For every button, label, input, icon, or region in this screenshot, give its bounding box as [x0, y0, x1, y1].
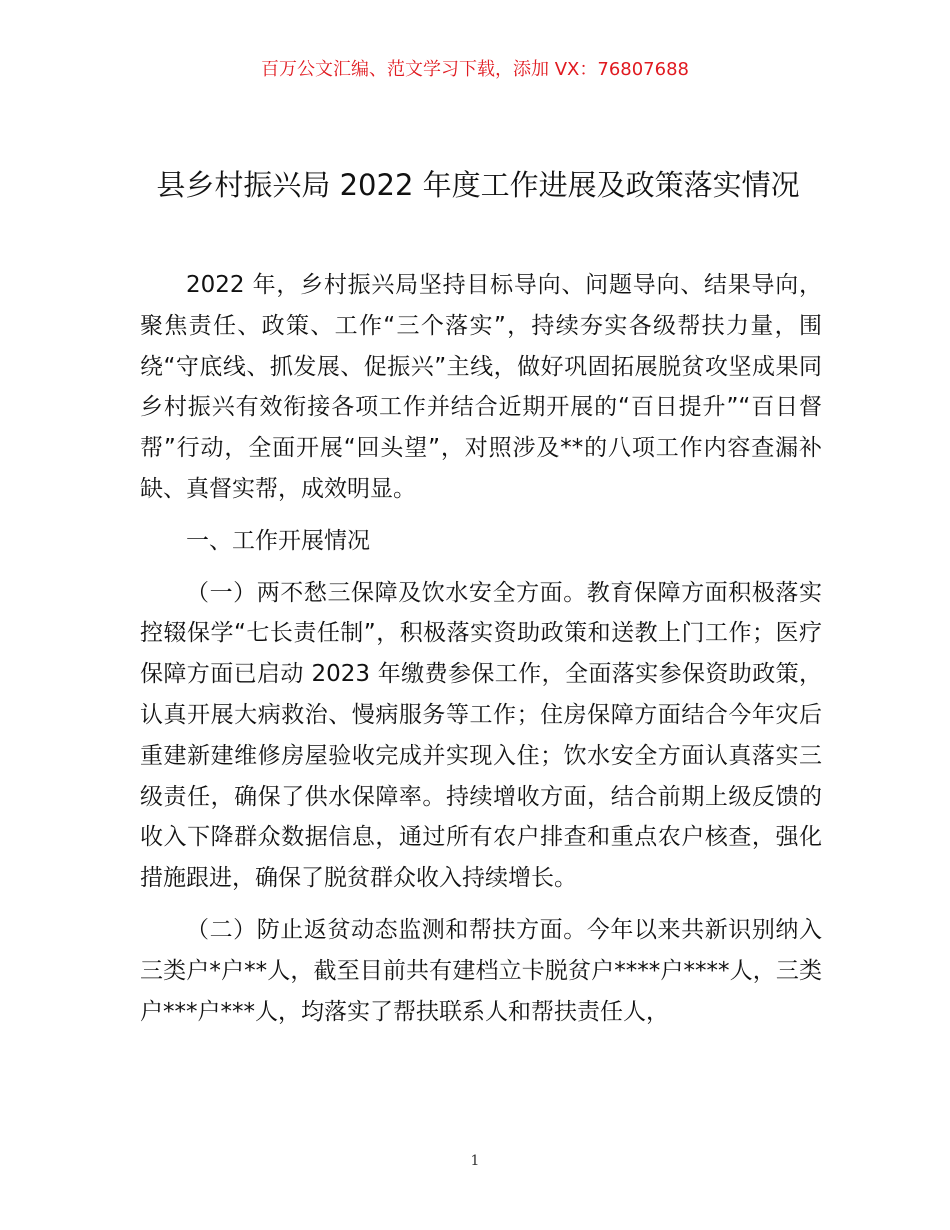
page-number: 1 — [470, 1153, 480, 1169]
document-body — [140, 265, 822, 1032]
document-title: 县乡村振兴局 2022 年度工作进展及政策落实情况 — [156, 168, 800, 202]
subsection-paragraph-1: （一）两不愁三保障及饮水安全方面。教育保障方面积极落实控辍保学“七长责任制”，积极落实资助政策和送教上门工作；医疗保障方面已启动 2023 年缴费参保工作，全面落实参保资助政策，认真开展大病救治、慢病服务等工作；住房保障方面结合今年灾后重建新建维修房屋验收完成并实现入住；饮水安全方面认真落实三级责任，确保了供水保障率。持续增收方面，结合前期上级反馈的收入下降群众数据信息，通过所有农户排查和重点农户核查，强化措施跟进，确保了脱贫群众收入持续增长。 — [140, 579, 822, 892]
section-heading-work-progress: 一、工作开展情况 — [186, 527, 370, 554]
subsection-paragraph-2: （二）防止返贫动态监测和帮扶方面。今年以来共新识别纳入三类户*户**人，截至目前共有建档立卡脱贫户****户****人，三类户***户***人，均落实了帮扶联系人和帮扶责任人， — [140, 916, 822, 1025]
header-banner: 百万公文汇编、范文学习下载，添加 VX：76807688 — [261, 59, 689, 80]
intro-paragraph: 2022 年，乡村振兴局坚持目标导向、问题导向、结果导向，聚焦责任、政策、工作“三个落实”，持续夯实各级帮扶力量，围绕“守底线、抓发展、促振兴”主线，做好巩固拓展脱贫攻坚成果同乡村振兴有效衔接各项工作并结合近期开展的“百日提升”“百日督帮”行动，全面开展“回头望”，对照涉及**的八项工作内容查漏补缺、真督实帮，成效明显。 — [140, 272, 822, 502]
